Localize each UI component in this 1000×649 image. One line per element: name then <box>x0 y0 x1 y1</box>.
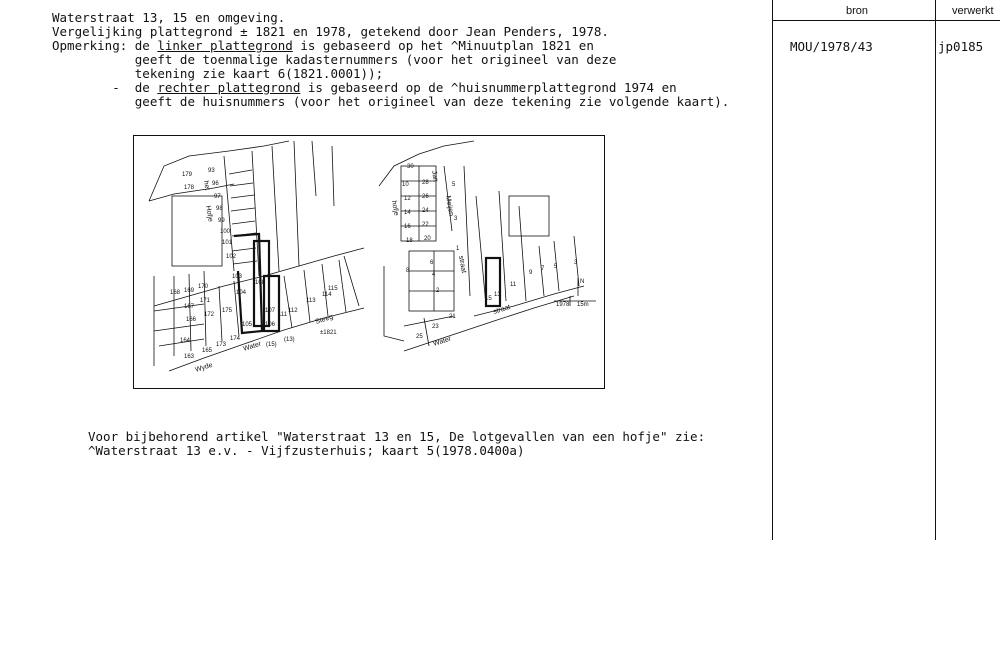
parcel-163: 163 <box>184 354 195 360</box>
remark2-suffix: is gebaseerd op de ^huisnummerplattegrond 1974 en <box>300 80 677 95</box>
house-6: 6 <box>430 260 434 266</box>
plattegrond-drawing <box>134 136 604 388</box>
street-jan: Jan <box>430 170 439 183</box>
parcel-103: 103 <box>232 274 243 280</box>
street-straat-2: straat <box>492 303 512 316</box>
label-het: het <box>202 180 211 191</box>
parcel-171: 171 <box>200 298 211 304</box>
remark-suffix: is gebaseerd op het ^Minuutplan 1821 en <box>292 38 594 53</box>
parcel-165: 165 <box>202 348 213 354</box>
table-divider-left <box>772 0 773 540</box>
house-21: 21 <box>449 314 456 320</box>
street-meijen: Meijen <box>444 195 455 217</box>
house-12: 12 <box>404 196 411 202</box>
house-11: 11 <box>510 282 517 288</box>
parcel-102: 102 <box>226 254 237 260</box>
table-header-rule <box>772 20 1000 21</box>
street-straat-1: straat <box>457 255 467 274</box>
house-20: 20 <box>424 236 431 242</box>
parcel-107: 107 <box>265 308 276 314</box>
house-22: 22 <box>422 222 429 228</box>
parcel-100: 100 <box>220 229 231 235</box>
parcel-166: 166 <box>186 317 197 323</box>
house-9: 9 <box>529 270 533 276</box>
parcel-106: 106 <box>265 322 276 328</box>
parcel-97: 97 <box>214 194 221 200</box>
house-14: 14 <box>404 210 411 216</box>
house-8: 8 <box>406 268 410 274</box>
house-23: 23 <box>432 324 439 330</box>
street-steeg: Steeg <box>314 313 335 326</box>
parcel-113: 113 <box>306 298 316 304</box>
title-line: Waterstraat 13, 15 en omgeving. <box>52 10 286 25</box>
label-hofje-r: hofje <box>390 200 400 217</box>
parcel-96: 96 <box>212 181 219 187</box>
house-28: 28 <box>422 180 429 186</box>
parcel-108: 108 <box>255 280 266 286</box>
parcel-114: 114 <box>322 292 332 298</box>
parcel-115: 115 <box>328 286 338 292</box>
left-map-term: linker plattegrond <box>157 38 293 53</box>
note-15: (15) <box>266 342 277 348</box>
note-13: (13) <box>284 337 295 343</box>
remark-prefix: Opmerking: de <box>52 38 158 53</box>
comparison-line: Vergelijking plattegrond ± 1821 en 1978, getekend door Jean Penders, 1978. <box>52 24 609 39</box>
verwerkt-header: verwerkt <box>952 5 994 17</box>
house-7: 7 <box>541 266 545 272</box>
house-15: 15 <box>485 296 492 302</box>
house-4: 4 <box>432 272 436 278</box>
house-5a: 5 <box>452 182 456 188</box>
house-24: 24 <box>422 208 429 214</box>
note-1821: ±1821 <box>320 330 337 336</box>
remark-line-1 <box>52 39 594 53</box>
bron-header: bron <box>846 5 869 17</box>
parcel-169: 169 <box>184 288 195 294</box>
remark-line-4 <box>52 81 677 95</box>
parcel-178: 178 <box>184 185 195 191</box>
parcel-175: 175 <box>222 308 233 314</box>
house-1: 1 <box>456 246 460 252</box>
house-3a: 3 <box>454 216 458 222</box>
parcel-93: 93 <box>208 168 215 174</box>
bron-value: MOU/1978/43 <box>790 39 873 54</box>
parcel-99: 99 <box>218 218 225 224</box>
parcel-105: 105 <box>242 322 253 328</box>
right-map-labels <box>390 164 596 348</box>
parcel-179: 179 <box>182 172 193 178</box>
remark-line-5: geeft de huisnummers (voor het origineel van deze tekening zie volgende kaart). <box>52 94 730 109</box>
verwerkt-value: jp0185 <box>938 39 984 54</box>
house-30: 30 <box>407 164 414 170</box>
remark-line-3: tekening zie kaart 6(1821.0001)); <box>52 66 384 81</box>
north-label: N <box>580 279 585 285</box>
parcel-172: 172 <box>204 312 215 318</box>
house-25: 25 <box>416 334 423 340</box>
house-5b: 5 <box>554 264 558 270</box>
house-13: 13 <box>494 292 501 298</box>
remark2-prefix: - de <box>52 80 158 95</box>
table-divider-mid <box>935 0 936 540</box>
house-3b: 3 <box>574 260 578 266</box>
house-18: 18 <box>406 238 413 244</box>
parcel-164: 164 <box>180 338 191 344</box>
right-map-term: rechter plattegrond <box>157 80 301 95</box>
street-water-r: Water <box>432 335 453 348</box>
house-10: 10 <box>402 182 409 188</box>
street-wyde: Wyde <box>194 361 214 374</box>
street-water: Water <box>242 340 263 353</box>
scale-year: 1978 <box>556 302 570 308</box>
article-reference: Voor bijbehorend artikel "Waterstraat 13 en 15, De lotgevallen van een hofje" zie: <box>88 429 706 444</box>
parcel-170: 170 <box>198 284 209 290</box>
map-frame <box>133 135 605 389</box>
right-map-linework <box>379 141 584 351</box>
remark-line-2: geeft de toenmalige kadasternummers (voor het origineel van deze <box>52 52 617 67</box>
house-26: 26 <box>422 194 429 200</box>
map-reference: ^Waterstraat 13 e.v. - Vijfzusterhuis; kaart 5(1978.0400a) <box>88 443 525 458</box>
parcel-111: 111 <box>278 312 288 318</box>
parcel-112: 112 <box>288 308 298 314</box>
parcel-173: 173 <box>216 342 227 348</box>
house-2: 2 <box>436 288 440 294</box>
parcel-167: 167 <box>184 304 195 310</box>
scale-value: 15m <box>577 302 589 308</box>
label-hofje: Hofje <box>204 205 214 223</box>
parcel-104: 104 <box>236 290 247 296</box>
parcel-98: 98 <box>216 206 223 212</box>
parcel-168: 168 <box>170 290 181 296</box>
parcel-101: 101 <box>222 240 233 246</box>
parcel-174: 174 <box>230 336 241 342</box>
house-16: 16 <box>404 224 411 230</box>
